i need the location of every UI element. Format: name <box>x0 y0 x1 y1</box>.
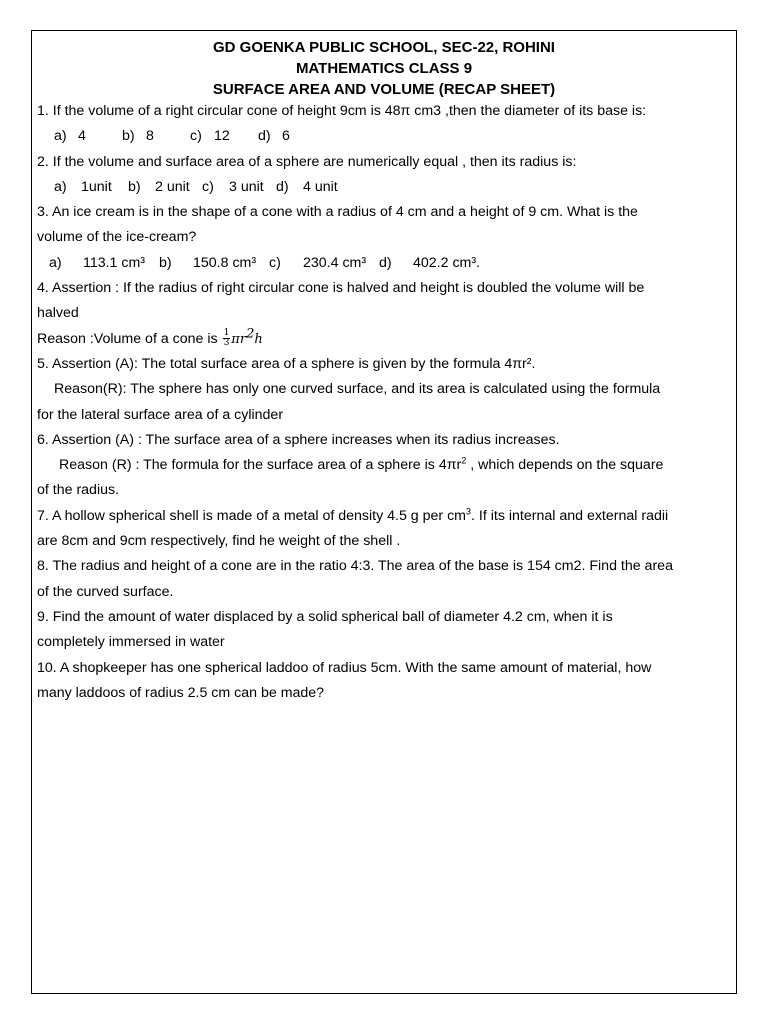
option-value: 230.4 cm³ <box>303 254 367 271</box>
option-label: d) <box>276 178 289 195</box>
question-7-part: 7. A hollow spherical shell is made of a metal of density 4.5 g per cm <box>37 507 466 524</box>
question-7-part-cont: . If its internal and external radii <box>471 507 669 524</box>
question-1-text: 1. If the volume of a right circular cone of height 9cm is 48π cm3 ,then the diameter of its base is: <box>37 103 647 119</box>
formula-exponent: 2 <box>246 325 255 341</box>
option-label: a) <box>54 128 67 145</box>
question-2-options <box>37 175 737 200</box>
question-5-reason: Reason(R): The sphere has only one curved surface, and its area is calculated using the formula <box>54 381 661 398</box>
option-value: 4 unit <box>303 178 338 195</box>
school-name: GD GOENKA PUBLIC SCHOOL, SEC-22, ROHINI <box>213 39 555 56</box>
worksheet-page <box>31 30 737 994</box>
question-10-text: 10. A shopkeeper has one spherical laddoo of radius 5cm. With the same amount of material, how <box>37 659 652 676</box>
option-label: b) <box>122 128 135 145</box>
fraction-one-third <box>223 329 231 348</box>
question-3-text: 3. An ice cream is in the shape of a cone with a radius of 4 cm and a height of 9 cm. What is the <box>37 204 638 221</box>
option-label: b) <box>128 178 141 195</box>
option-label: a) <box>49 254 62 271</box>
question-8-text-cont: of the curved surface. <box>37 583 174 600</box>
option-label: d) <box>258 128 271 145</box>
option-label: c) <box>269 254 281 271</box>
question-6-reason-cont: of the radius. <box>37 482 120 499</box>
option-value: 3 unit <box>229 178 264 195</box>
question-5-assertion: 5. Assertion (A): The total surface area of a sphere is given by the formula 4πr². <box>37 355 536 372</box>
question-7-text-cont: are 8cm and 9cm respectively, find he weight of the shell . <box>37 533 401 550</box>
fraction-denominator: 3 <box>223 338 230 349</box>
question-10-text-cont: many laddoos of radius 2.5 cm can be made? <box>37 684 325 701</box>
question-8-text: 8. The radius and height of a cone are in the ratio 4:3. The area of the base is 154 cm2. Find the area <box>37 558 673 575</box>
reason-text: Reason (R) : The formula for the surface area of a sphere is 4πr <box>59 457 462 474</box>
option-value: 8 <box>146 128 154 145</box>
option-value: 113.1 cm³ <box>83 254 146 271</box>
sheet-header <box>32 37 736 100</box>
question-3-options <box>37 251 737 276</box>
reason-text-cont: , which depends on the square <box>466 457 664 474</box>
option-value: 6 <box>282 128 290 145</box>
option-label: a) <box>54 178 67 195</box>
question-6-reason <box>37 453 737 478</box>
reason-text: Reason :Volume of a cone is <box>37 330 222 347</box>
question-list <box>37 99 737 706</box>
question-4-assertion-cont: halved <box>37 305 79 322</box>
subject-title: MATHEMATICS CLASS 9 <box>295 60 473 77</box>
superscript: 3 <box>466 506 472 517</box>
question-1-options <box>37 124 737 149</box>
question-7-text <box>37 504 737 529</box>
option-label: c) <box>190 128 202 145</box>
topic-title: SURFACE AREA AND VOLUME (RECAP SHEET) <box>212 81 556 98</box>
question-9-text: 9. Find the amount of water displaced by a solid spherical ball of diameter 4.2 cm, when it is <box>37 608 613 625</box>
option-label: b) <box>159 254 172 271</box>
question-4-assertion: 4. Assertion : If the radius of right circular cone is halved and height is doubled the volume will be <box>37 280 645 297</box>
option-value: 2 unit <box>155 178 190 195</box>
question-3-text-cont: volume of the ice-cream? <box>37 229 197 246</box>
superscript: 2 <box>461 455 467 466</box>
option-value: 4 <box>78 128 86 145</box>
formula-h: h <box>254 331 263 347</box>
question-2-text: 2. If the volume and surface area of a sphere are numerically equal , then its radius is: <box>37 153 577 170</box>
formula-pi-r: πr <box>231 331 247 347</box>
option-value: 150.8 cm³ <box>193 254 257 271</box>
option-label: d) <box>379 254 392 271</box>
fraction-numerator: 1 <box>223 328 230 339</box>
question-6-assertion: 6. Assertion (A) : The surface area of a sphere increases when its radius increases. <box>37 431 560 448</box>
option-value: 402.2 cm³. <box>413 254 481 271</box>
option-value: 12 <box>214 128 230 145</box>
question-4-reason <box>37 327 737 352</box>
option-label: c) <box>202 178 214 195</box>
question-9-text-cont: completely immersed in water <box>37 634 225 651</box>
option-value: 1unit <box>81 178 112 195</box>
question-5-reason-cont: for the lateral surface area of a cylinder <box>37 406 284 423</box>
